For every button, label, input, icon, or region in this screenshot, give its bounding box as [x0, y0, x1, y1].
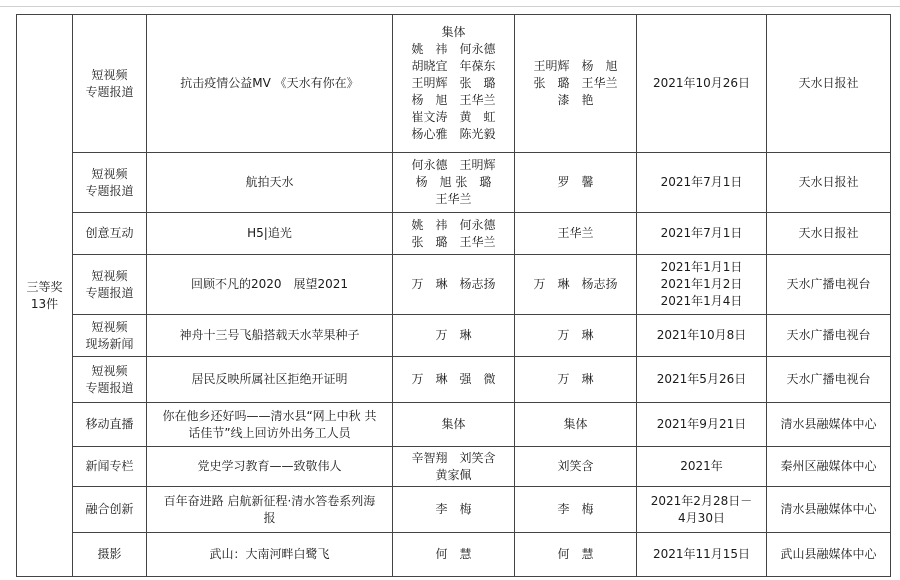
award-category-text: 现场新闻: [85, 336, 134, 351]
editors-text: 李 梅: [557, 502, 594, 516]
award-category-cell: [73, 315, 147, 357]
authors-text: 姚 祎 何永德: [411, 42, 496, 56]
publishing-unit-cell: [767, 213, 891, 255]
publishing-unit-cell: [767, 403, 891, 447]
publish-date-text: 2021年9月21日: [656, 417, 747, 431]
award-category-text: 移动直播: [85, 417, 134, 431]
authors-text: 崔文涛 黄 虹: [411, 110, 496, 124]
table-row: [17, 447, 891, 487]
publishing-unit-text: 天水广播电视台: [786, 372, 871, 386]
authors-text: 李 梅: [435, 502, 472, 516]
editors-text: 万 琳: [557, 328, 594, 342]
award-category-text: 新闻专栏: [85, 459, 134, 473]
publish-date-text: 2021年1月4日: [660, 294, 743, 308]
publishing-unit-text: 天水日报社: [798, 76, 859, 90]
award-category-text: 专题报道: [85, 285, 134, 300]
work-title-text: 航拍天水: [245, 175, 294, 189]
table-row: [17, 533, 891, 577]
authors-text: 王华兰: [435, 192, 472, 206]
editors-text: 罗 馨: [557, 175, 594, 189]
publishing-unit-text: 秦州区融媒体中心: [780, 459, 877, 473]
work-title-text: 党史学习教育——致敬伟人: [197, 459, 342, 473]
award-grade-cell: [17, 15, 73, 577]
publish-date-cell: [637, 315, 767, 357]
work-title-cell: [147, 213, 393, 255]
editors-text: 刘笑含: [557, 459, 594, 473]
award-category-text: 融合创新: [85, 502, 134, 516]
authors-cell: [393, 487, 515, 533]
authors-text: 集体: [441, 25, 466, 39]
work-title-cell: [147, 255, 393, 315]
award-category-text: 专题报道: [85, 183, 134, 198]
publish-date-cell: [637, 15, 767, 153]
authors-text: 王明辉 张 璐: [411, 76, 496, 90]
publishing-unit-text: 天水日报社: [798, 226, 859, 240]
authors-text: 万 琳 强 微: [411, 372, 496, 386]
work-title-cell: [147, 357, 393, 403]
award-category-text: 短视频: [91, 319, 128, 334]
table-row: [17, 487, 891, 533]
table-row: [17, 15, 891, 153]
publish-date-text: 2021年10月26日: [652, 76, 751, 90]
publish-date-cell: [637, 213, 767, 255]
editors-text: 王华兰: [557, 226, 594, 240]
publish-date-text: 2021年5月26日: [656, 372, 747, 386]
publishing-unit-cell: [767, 533, 891, 577]
publishing-unit-cell: [767, 487, 891, 533]
award-category-cell: [73, 533, 147, 577]
award-grade-text: 三等奖: [26, 279, 63, 294]
editors-cell: [515, 533, 637, 577]
award-category-cell: [73, 357, 147, 403]
authors-text: 胡晓宜 年葆东: [411, 59, 496, 73]
work-title-text: 百年奋进路 启航新征程·清水答卷系列海: [163, 493, 376, 508]
publishing-unit-cell: [767, 447, 891, 487]
authors-text: 姚 祎 何永德: [411, 217, 496, 232]
authors-cell: [393, 315, 515, 357]
authors-cell: [393, 153, 515, 213]
editors-cell: [515, 153, 637, 213]
editors-text: 集体: [563, 417, 588, 431]
table-row: [17, 403, 891, 447]
work-title-cell: [147, 315, 393, 357]
authors-text: 杨心雅 陈光毅: [411, 127, 496, 141]
publishing-unit-text: 天水日报社: [798, 175, 859, 189]
editors-cell: [515, 315, 637, 357]
authors-text: 黄家佩: [435, 467, 472, 482]
award-category-cell: [73, 213, 147, 255]
award-category-text: 短视频: [91, 363, 128, 378]
work-title-text: 回顾不凡的2020 展望2021: [190, 277, 349, 291]
editors-cell: [515, 487, 637, 533]
editors-text: 万 琳 杨志扬: [533, 277, 618, 291]
publish-date-text: 2021年7月1日: [660, 175, 743, 189]
authors-text: 杨 旭 张 璐: [415, 175, 492, 189]
authors-text: 集体: [441, 417, 466, 431]
table-row: [17, 315, 891, 357]
table-row: [17, 213, 891, 255]
award-category-text: 短视频: [91, 67, 128, 82]
editors-text: 万 琳: [557, 372, 594, 386]
work-title-cell: [147, 403, 393, 447]
authors-cell: [393, 213, 515, 255]
authors-cell: [393, 403, 515, 447]
work-title-cell: [147, 487, 393, 533]
award-category-cell: [73, 403, 147, 447]
award-category-text: 短视频: [91, 268, 128, 283]
authors-text: 张 璐 王华兰: [411, 234, 496, 249]
award-category-text: 专题报道: [85, 84, 134, 99]
editors-cell: [515, 447, 637, 487]
publishing-unit-cell: [767, 255, 891, 315]
authors-cell: [393, 357, 515, 403]
editors-cell: [515, 255, 637, 315]
award-grade-text: 13件: [30, 296, 59, 311]
table-row: [17, 153, 891, 213]
page-top-edge: [0, 6, 900, 7]
publish-date-cell: [637, 255, 767, 315]
publish-date-cell: [637, 447, 767, 487]
editors-text: 王明辉 杨 旭: [533, 59, 618, 73]
publishing-unit-cell: [767, 315, 891, 357]
editors-cell: [515, 213, 637, 255]
award-category-text: 创意互动: [85, 226, 134, 240]
publish-date-cell: [637, 153, 767, 213]
publishing-unit-text: 天水广播电视台: [786, 328, 871, 342]
publishing-unit-text: 清水县融媒体中心: [780, 417, 877, 431]
award-category-text: 摄影: [97, 547, 122, 561]
publish-date-text: 2021年2月28日－: [650, 493, 753, 508]
publish-date-text: 2021年: [680, 459, 723, 473]
authors-text: 何永德 王明辉: [411, 158, 496, 172]
editors-cell: [515, 403, 637, 447]
publish-date-text: 2021年1月1日: [660, 260, 743, 274]
work-title-text: 你在他乡还好吗——清水县“网上中秋 共: [162, 408, 377, 423]
authors-text: 杨 旭 王华兰: [411, 93, 496, 107]
award-category-text: 专题报道: [85, 380, 134, 395]
work-title-text: 报: [263, 510, 276, 525]
authors-cell: [393, 255, 515, 315]
work-title-text: 抗击疫情公益MV 《天水有你在》: [180, 76, 359, 90]
editors-cell: [515, 357, 637, 403]
authors-text: 何 慧: [435, 547, 472, 561]
award-category-cell: [73, 255, 147, 315]
authors-text: 万 琳 杨志扬: [411, 277, 496, 291]
publish-date-text: 2021年10月8日: [656, 328, 747, 342]
work-title-text: 居民反映所属社区拒绝开证明: [191, 372, 348, 386]
publishing-unit-text: 武山县融媒体中心: [780, 547, 877, 561]
authors-cell: [393, 15, 515, 153]
authors-text: 辛智翔 刘笑含: [411, 450, 496, 465]
award-category-cell: [73, 153, 147, 213]
authors-cell: [393, 447, 515, 487]
table-row: [17, 357, 891, 403]
work-title-text: 武山：大南河畔白鹭飞: [209, 547, 330, 561]
work-title-text: H5|追光: [247, 226, 292, 240]
editors-text: 何 慧: [557, 547, 594, 561]
publish-date-cell: [637, 357, 767, 403]
publish-date-text: 4月30日: [678, 510, 725, 525]
publish-date-text: 2021年1月2日: [660, 277, 743, 291]
awards-table-body: [17, 15, 891, 577]
publishing-unit-text: 天水广播电视台: [786, 277, 871, 291]
work-title-text: 神舟十三号飞船搭载天水苹果种子: [179, 328, 360, 342]
publishing-unit-cell: [767, 15, 891, 153]
publishing-unit-cell: [767, 357, 891, 403]
authors-cell: [393, 533, 515, 577]
publish-date-cell: [637, 403, 767, 447]
work-title-cell: [147, 15, 393, 153]
editors-cell: [515, 15, 637, 153]
authors-text: 万 琳: [435, 328, 472, 342]
publish-date-text: 2021年7月1日: [660, 226, 743, 240]
work-title-text: 话佳节”线上回访外出务工人员: [188, 425, 351, 440]
publishing-unit-text: 清水县融媒体中心: [780, 502, 877, 516]
table-row: [17, 255, 891, 315]
publishing-unit-cell: [767, 153, 891, 213]
editors-text: 张 璐 王华兰: [533, 76, 618, 90]
award-category-text: 短视频: [91, 166, 128, 181]
publish-date-cell: [637, 487, 767, 533]
editors-text: 漆 艳: [557, 93, 594, 107]
work-title-cell: [147, 447, 393, 487]
work-title-cell: [147, 533, 393, 577]
publish-date-cell: [637, 533, 767, 577]
publish-date-text: 2021年11月15日: [652, 547, 751, 561]
award-category-cell: [73, 447, 147, 487]
awards-table: [16, 14, 891, 577]
work-title-cell: [147, 153, 393, 213]
award-category-cell: [73, 487, 147, 533]
award-category-cell: [73, 15, 147, 153]
